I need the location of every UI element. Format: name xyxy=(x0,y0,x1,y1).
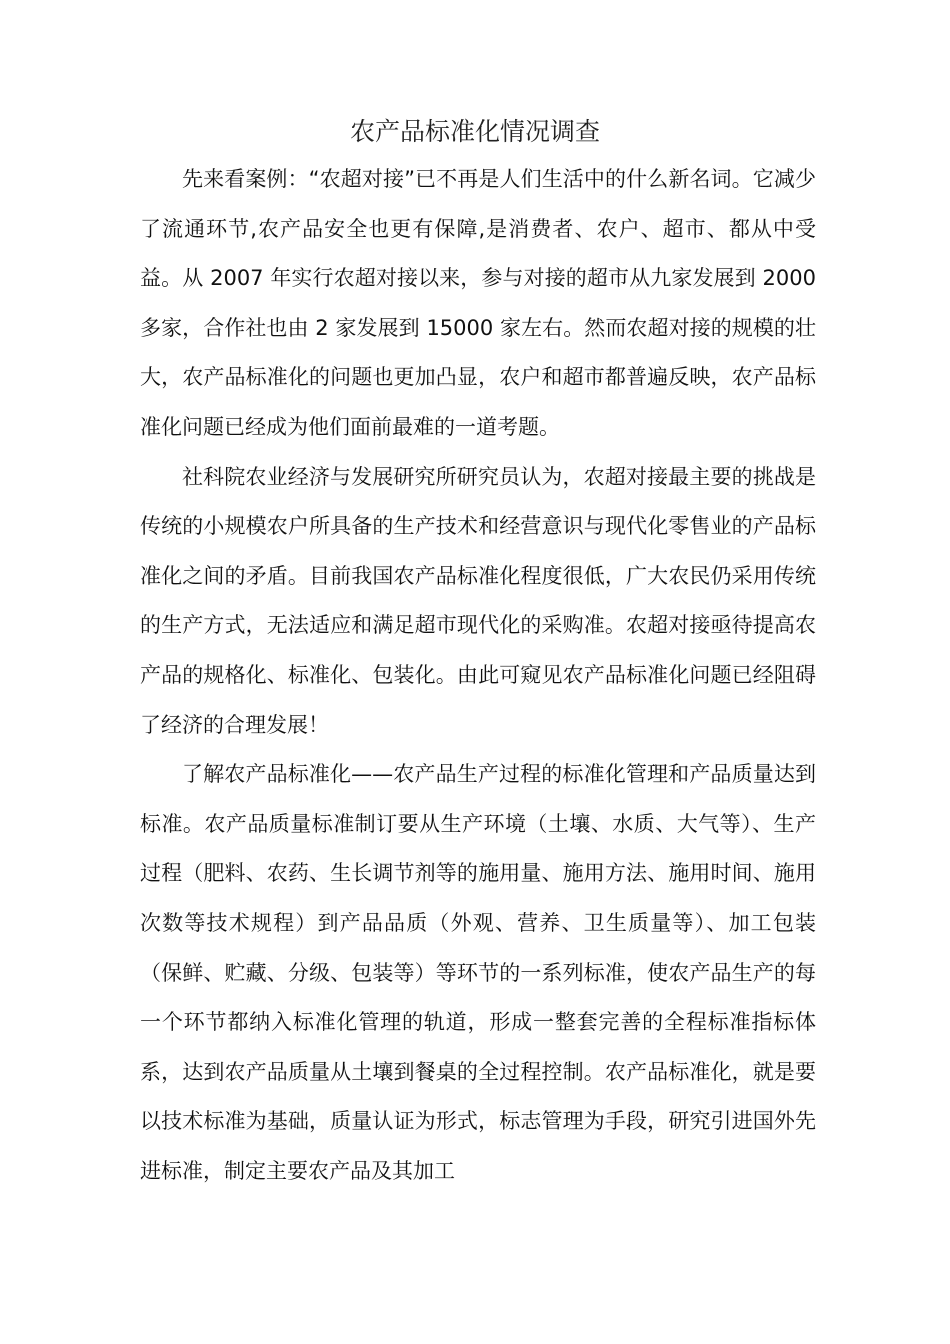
paragraph-case-study: 先来看案例：“农超对接”已不再是人们生活中的什么新名词。它减少了流通环节,农产品安全也更有保障,是消费者、农户、超市、都从中受益。从 2007 年实行农超对接以来，参与对接的超市从九家发展到 2000 多家，合作社也由 2 家发展到 15000 家左右。然而农超对接的规模的壮大，农产品标准化的问题也更加凸显，农户和超市都普遍反映，农产品标准化问题已经成为他们面前最难的一道考题。 xyxy=(140,167,816,439)
paragraph-expert-opinion: 社科院农业经济与发展研究所研究员认为，农超对接最主要的挑战是传统的小规模农户所具备的生产技术和经营意识与现代化零售业的产品标准化之间的矛盾。目前我国农产品标准化程度很低，广大农民仍采用传统的生产方式，无法适应和满足超市现代化的采购准。农超对接亟待提高农产品的规格化、标准化、包装化。由此可窥见农产品标准化问题已经阻碍了经济的合理发展！ xyxy=(140,464,816,737)
paragraph-standardization-definition: 了解农产品标准化——农产品生产过程的标准化管理和产品质量达到标准。农产品质量标准制订要从生产环境（土壤、水质、大气等）、生产过程（肥料、农药、生长调节剂等的施用量、施用方法、施用时间、施用次数等技术规程）到产品品质（外观、营养、卫生质量等）、加工包装（保鲜、贮藏、分级、包装等）等环节的一系列标准，使农产品生产的每一个环节都纳入标准化管理的轨道，形成一整套完善的全程标准指标体系，达到农产品质量从土壤到餐桌的全过程控制。农产品标准化，就是要以技术标准为基础，质量认证为形式，标志管理为手段，研究引进国外先进标准，制定主要农产品及其加工 xyxy=(140,762,816,1183)
document-body xyxy=(140,155,816,1196)
document-title: 农产品标准化情况调查 xyxy=(349,117,600,146)
